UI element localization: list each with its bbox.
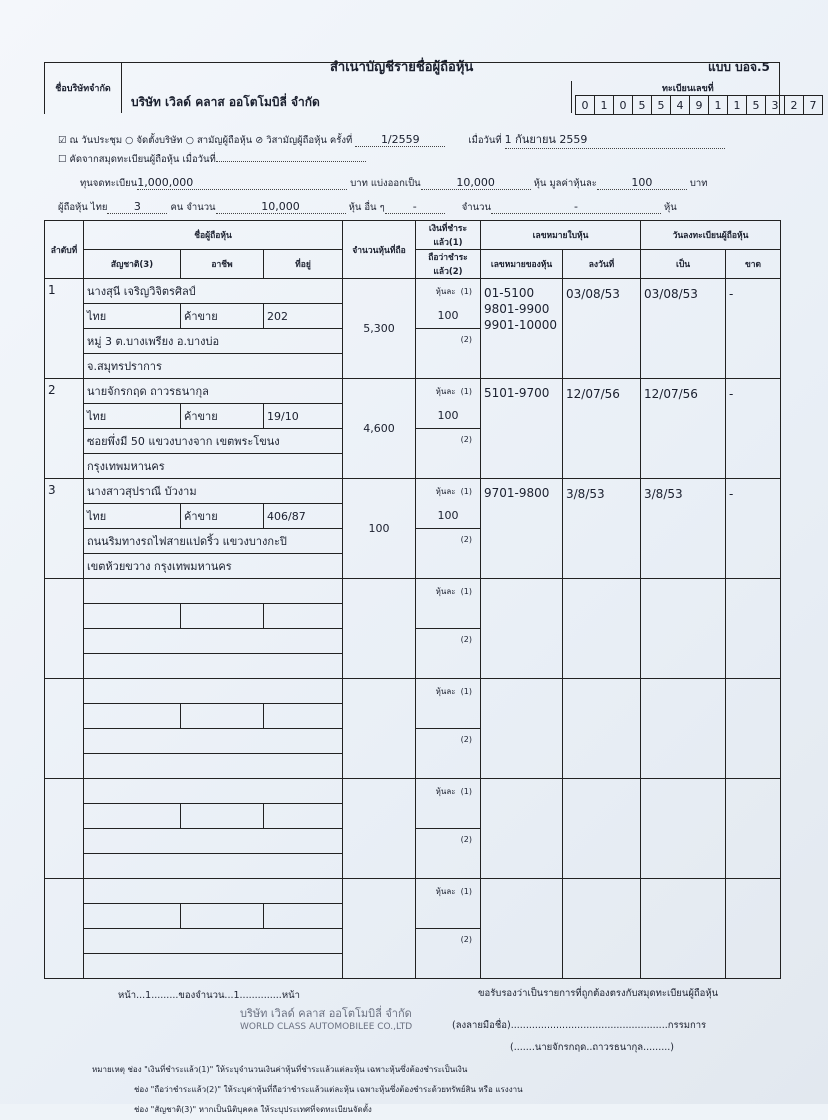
registration-digit: 1 <box>594 95 614 115</box>
baht-label: บาท <box>689 178 708 189</box>
registration-box <box>571 81 817 113</box>
paid-amount <box>416 804 481 829</box>
shares-held: 5,300 <box>343 279 416 379</box>
other-shares: - <box>491 200 661 214</box>
per-share: หุ้นละ <box>435 586 456 596</box>
address-line-2 <box>84 754 343 779</box>
mark-2: (2) <box>460 335 472 344</box>
nationality <box>84 804 181 829</box>
mark-2: (2) <box>460 935 472 944</box>
mark-1: (1) <box>460 786 472 796</box>
became-date: 12/07/56 <box>641 379 726 479</box>
meeting-number: 1/2559 <box>355 133 445 147</box>
header-cert-date: ลงวันที่ <box>563 250 641 279</box>
company-label: ชื่อบริษัทจำกัด <box>45 63 122 113</box>
total-shares: 10,000 <box>421 176 531 190</box>
deemed-paid <box>416 529 481 579</box>
row-number: 3 <box>45 479 84 579</box>
meeting-type: ☑ ณ วันประชุม ○ จัดตั้งบริษัท ○ สามัญผู้ถือหุ้น ⊘ วิสามัญผู้ถือหุ้น ครั้งที่ <box>58 135 353 146</box>
unit-label: หุ้น <box>663 202 677 213</box>
shares-held: 4,600 <box>343 379 416 479</box>
copy-line <box>58 152 366 167</box>
capital-value: 1,000,000 <box>137 176 347 190</box>
table-row <box>45 379 781 404</box>
form-code: แบบ บอจ.5 <box>708 60 770 74</box>
shares-held <box>343 879 416 979</box>
registration-digit: 5 <box>651 95 671 115</box>
address-line-1: หมู่ 3 ต.บางเพรียง อ.บางบ่อ <box>84 329 343 354</box>
became-date: 03/08/53 <box>641 279 726 379</box>
deemed-paid <box>416 329 481 379</box>
cert-range: 9701-9800 <box>484 486 550 500</box>
date-label: เมื่อวันที่ <box>468 135 502 146</box>
mark-2: (2) <box>460 535 472 544</box>
deemed-paid <box>416 429 481 479</box>
mark-1: (1) <box>460 686 472 696</box>
company-stamp <box>240 1004 412 1032</box>
header-ceased: ขาด <box>726 250 781 279</box>
house-number <box>264 704 343 729</box>
address-line-1 <box>84 629 343 654</box>
cert-date <box>563 679 641 779</box>
copy-label: ☐ คัดจากสมุดทะเบียนผู้ถือหุ้น เมื่อวันที่ <box>58 154 216 165</box>
table-row <box>45 779 781 804</box>
per-share: หุ้นละ <box>435 786 456 796</box>
header-paid2: ถือว่าชำระแล้ว(2) <box>416 250 481 279</box>
cert-range: 5101-9700 <box>484 386 550 400</box>
cert-numbers <box>481 279 563 379</box>
split-label: บาท แบ่งออกเป็น <box>350 178 421 189</box>
cert-numbers <box>481 379 563 479</box>
per-share: หุ้นละ <box>435 886 456 896</box>
deemed-paid <box>416 829 481 879</box>
holder-name <box>84 779 343 804</box>
table-row <box>45 879 781 904</box>
registration-digit: 2 <box>784 95 804 115</box>
registration-digit: 1 <box>708 95 728 115</box>
count-label: จำนวน <box>461 202 491 213</box>
mark-1: (1) <box>460 286 472 296</box>
mark-2: (2) <box>460 635 472 644</box>
cert-numbers <box>481 579 563 679</box>
cert-date <box>563 879 641 979</box>
note-3: ช่อง "สัญชาติ(3)" หากเป็นนิติบุคคล ให้ระบุประเทศที่จดทะเบียนจัดตั้ง <box>134 1105 372 1114</box>
note-1: หมายเหตุ ช่อง "เงินที่ชำระแล้ว(1)" ให้ระบุจำนวนเงินค่าหุ้นที่ชำระแล้วแต่ละหุ้น เฉพาะหุ้นซึ่งต้องชำระเป็นเงิน <box>92 1065 468 1074</box>
cert-range: 01-5100 <box>484 286 535 300</box>
cert-date <box>563 579 641 679</box>
ceased-date: - <box>726 479 781 579</box>
nationality: ไทย <box>84 504 181 529</box>
cert-numbers <box>481 879 563 979</box>
address-line-2: กรุงเทพมหานคร <box>84 454 343 479</box>
stamp-thai: บริษัท เวิลด์ คลาส ออโตโมบิลี่ จำกัด <box>240 1007 412 1020</box>
deemed-paid <box>416 729 481 779</box>
ceased-date: - <box>726 279 781 379</box>
row-number <box>45 579 84 679</box>
holder-name <box>84 679 343 704</box>
cert-range: 9801-9900 <box>484 302 550 316</box>
header-paid1: เงินที่ชำระแล้ว(1) <box>416 221 481 250</box>
row-number: 2 <box>45 379 84 479</box>
house-number <box>264 804 343 829</box>
notes <box>92 1060 523 1120</box>
shares-held <box>343 679 416 779</box>
cert-numbers <box>481 679 563 779</box>
per-share-label <box>416 379 481 404</box>
became-date <box>641 579 726 679</box>
header-cert-no: เลขหมายของหุ้น <box>481 250 563 279</box>
shares-held: 100 <box>343 479 416 579</box>
paid-amount: 100 <box>416 304 481 329</box>
header-shares: จำนวนหุ้นที่ถือ <box>343 221 416 279</box>
deemed-paid <box>416 929 481 979</box>
became-date <box>641 879 726 979</box>
nationality <box>84 904 181 929</box>
nationality <box>84 704 181 729</box>
holder-name: นางสาวสุปราณี บัวงาม <box>84 479 343 504</box>
became-date <box>641 679 726 779</box>
note-2: ช่อง "ถือว่าชำระแล้ว(2)" ให้ระบุค่าหุ้นที่ถือว่าชำระแล้วแต่ละหุ้น เฉพาะหุ้นซึ่งต้องชำระด้วยทรัพย์สิน หรือ แรงงาน <box>134 1085 523 1094</box>
registration-digit: 0 <box>613 95 633 115</box>
address-line-2 <box>84 854 343 879</box>
per-share: หุ้นละ <box>435 386 456 396</box>
occupation: ค้าขาย <box>181 404 264 429</box>
per-share: หุ้นละ <box>435 486 456 496</box>
occupation <box>181 804 264 829</box>
thai-holders: 3 <box>107 200 167 214</box>
address-line-1 <box>84 929 343 954</box>
par-label: หุ้น มูลค่าหุ้นละ <box>533 178 597 189</box>
address-line-1 <box>84 829 343 854</box>
mark-1: (1) <box>460 586 472 596</box>
nationality: ไทย <box>84 404 181 429</box>
registration-digit: 0 <box>575 95 595 115</box>
row-number <box>45 879 84 979</box>
thai-shares: 10,000 <box>216 200 346 214</box>
occupation: ค้าขาย <box>181 304 264 329</box>
row-number <box>45 779 84 879</box>
house-number <box>264 904 343 929</box>
shareholder-table <box>44 220 781 979</box>
header-cert: เลขหมายใบหุ้น <box>481 221 641 250</box>
house-number: 19/10 <box>264 404 343 429</box>
signature-line: (ลงลายมือชื่อ)....................................................กรรมการ <box>452 1020 707 1031</box>
registration-digit: 5 <box>632 95 652 115</box>
mark-2: (2) <box>460 435 472 444</box>
per-share: หุ้นละ <box>435 686 456 696</box>
deemed-paid <box>416 629 481 679</box>
table-row <box>45 279 781 304</box>
ceased-date <box>726 679 781 779</box>
header-name: ชื่อผู้ถือหุ้น <box>84 221 343 250</box>
holder-name: นายจักรกฤด ถาวรธนากุล <box>84 379 343 404</box>
mark-2: (2) <box>460 835 472 844</box>
per-share-label <box>416 579 481 604</box>
address-line-2 <box>84 654 343 679</box>
paid-amount: 100 <box>416 404 481 429</box>
occupation <box>181 604 264 629</box>
cert-date <box>563 779 641 879</box>
became-date <box>641 779 726 879</box>
header-became: เป็น <box>641 250 726 279</box>
mark-1: (1) <box>460 486 472 496</box>
header-reg-date: วันลงทะเบียนผู้ถือหุ้น <box>641 221 781 250</box>
cert-numbers <box>481 479 563 579</box>
ceased-date <box>726 779 781 879</box>
paid-amount <box>416 904 481 929</box>
cert-range: 9901-10000 <box>484 318 558 332</box>
cert-numbers <box>481 779 563 879</box>
per-share-label <box>416 879 481 904</box>
other-holders: - <box>385 200 445 214</box>
registration-digits <box>576 95 823 115</box>
address-line-1: ถนนริมทางรถไฟสายแปดริ้ว แขวงบางกะปิ <box>84 529 343 554</box>
holder-name <box>84 879 343 904</box>
mark-1: (1) <box>460 386 472 396</box>
registration-digit: 4 <box>670 95 690 115</box>
company-name: บริษัท เวิลด์ คลาส ออโตโมบิลี่ จำกัด <box>131 95 320 109</box>
registration-digit: 3 <box>765 95 785 115</box>
holders-label: ผู้ถือหุ้น ไทย <box>58 202 108 213</box>
capital-line <box>80 176 708 191</box>
registration-digit: 5 <box>746 95 766 115</box>
meeting-date: 1 กันยายน 2559 <box>505 130 725 149</box>
ceased-date <box>726 879 781 979</box>
table-row <box>45 679 781 704</box>
capital-label: ทุนจดทะเบียน <box>80 178 138 189</box>
occupation: ค้าขาย <box>181 504 264 529</box>
ceased-date <box>726 579 781 679</box>
address-line-2: เขตห้วยขวาง กรุงเทพมหานคร <box>84 554 343 579</box>
row-number <box>45 679 84 779</box>
address-line-2 <box>84 954 343 979</box>
header-address: ที่อยู่ <box>264 250 343 279</box>
shares-held <box>343 779 416 879</box>
other-label: หุ้น อื่น ๆ <box>348 202 385 213</box>
registration-digit: 7 <box>803 95 823 115</box>
nationality: ไทย <box>84 304 181 329</box>
address-line-2: จ.สมุทรปราการ <box>84 354 343 379</box>
registration-digit: 9 <box>689 95 709 115</box>
certify-text: ขอรับรองว่าเป็นรายการที่ถูกต้องตรงกับสมุดทะเบียนผู้ถือหุ้น <box>478 988 719 999</box>
per-share: หุ้นละ <box>435 286 456 296</box>
address-line-1 <box>84 729 343 754</box>
cert-date: 12/07/56 <box>563 379 641 479</box>
address-line-1: ซอยพึ่งมี 50 แขวงบางจาก เขตพระโขนง <box>84 429 343 454</box>
company-header <box>44 62 817 114</box>
holder-name <box>84 579 343 604</box>
paid-amount <box>416 704 481 729</box>
director-name: (.......นายจักรกฤด..ถาวรธนากุล.........) <box>510 1042 674 1053</box>
header-no: ลำดับที่ <box>45 221 84 279</box>
holders-line <box>58 200 677 215</box>
house-number: 406/87 <box>264 504 343 529</box>
cert-date: 03/08/53 <box>563 279 641 379</box>
nationality <box>84 604 181 629</box>
stamp-english: WORLD CLASS AUTOMOBILEE CO.,LTD <box>240 1022 413 1032</box>
paid-amount <box>416 604 481 629</box>
paid-amount: 100 <box>416 504 481 529</box>
holder-name: นางสุนี เจริญวิจิตรศิลป์ <box>84 279 343 304</box>
per-share-label <box>416 679 481 704</box>
became-date: 3/8/53 <box>641 479 726 579</box>
par-value: 100 <box>597 176 687 190</box>
shares-held <box>343 579 416 679</box>
row-number: 1 <box>45 279 84 379</box>
page-count: หน้า...1.........ของจำนวน...1..............หน้า <box>118 990 300 1001</box>
house-number: 202 <box>264 304 343 329</box>
header-occupation: อาชีพ <box>181 250 264 279</box>
document-title: สำเนาบัญชีรายชื่อผู้ถือหุ้น <box>330 60 474 75</box>
table-row <box>45 479 781 504</box>
occupation <box>181 904 264 929</box>
per-share-label <box>416 779 481 804</box>
mark-1: (1) <box>460 886 472 896</box>
per-share-label <box>416 279 481 304</box>
house-number <box>264 604 343 629</box>
header-nationality: สัญชาติ(3) <box>84 250 181 279</box>
registration-label: ทะเบียนเลขที่ <box>662 84 714 94</box>
registration-digit: 1 <box>727 95 747 115</box>
ceased-date: - <box>726 379 781 479</box>
meeting-line <box>58 130 725 149</box>
mark-2: (2) <box>460 735 472 744</box>
table-row <box>45 579 781 604</box>
occupation <box>181 704 264 729</box>
cert-date: 3/8/53 <box>563 479 641 579</box>
per-share-label <box>416 479 481 504</box>
persons-label: คน จำนวน <box>170 202 216 213</box>
